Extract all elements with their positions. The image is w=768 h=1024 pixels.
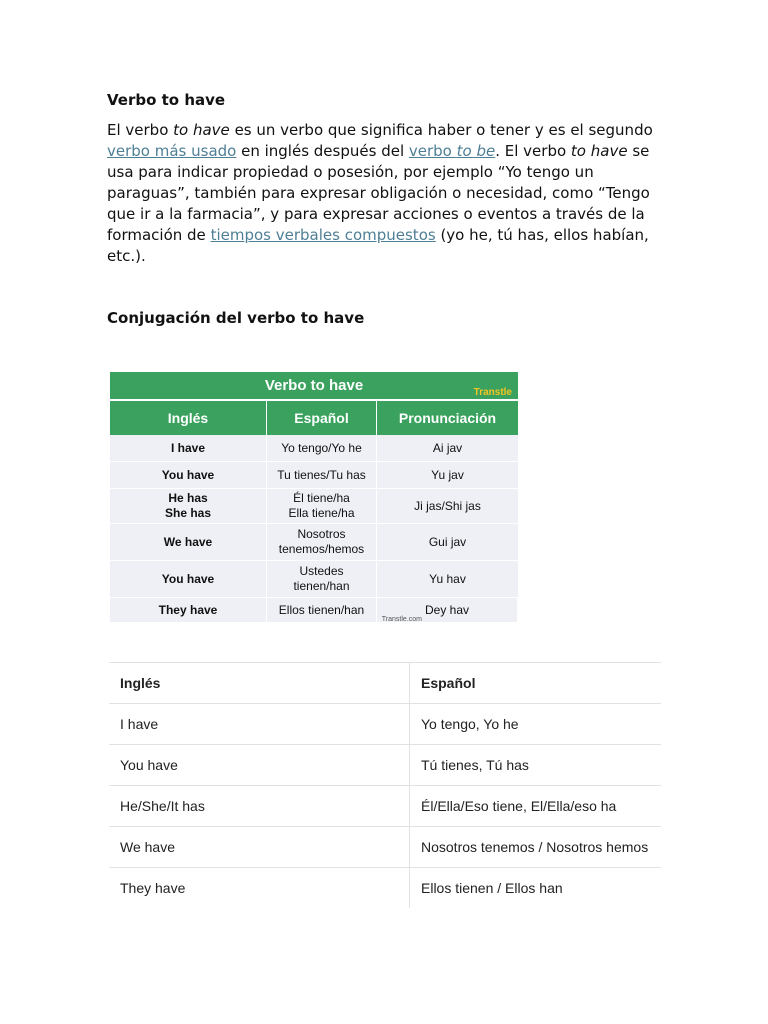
intro-paragraph: El verbo to have es un verbo que significa haber o tener y es el segundo verbo más usado en inglés después del verbo to be. El verbo to have se usa para indicar propiedad o posesión, por ejemplo “Yo tengo un paraguas”, también para expresar obligación o necesidad, como “Tengo que ir a la farmacia”, y para expresar acciones o eventos a través de la formación de tiempos verbales compuestos (yo he, tú has, ellos habían, etc.).	[107, 121, 653, 265]
image-table-row: He has She has Él tiene/ha Ella tiene/ha Ji jas/Shi jas	[110, 489, 518, 524]
section-heading-conjugacion: Conjugación del verbo to have	[107, 309, 365, 327]
header-pronunciacion: Pronunciación	[398, 410, 497, 426]
image-table-row: I have Yo tengo/Yo he Ai jav	[110, 435, 518, 462]
link-tiempos-verbales-compuestos[interactable]: tiempos verbales compuestos	[210, 226, 436, 244]
link-verbo-to-be[interactable]: verbo to be	[408, 142, 496, 160]
image-table-row: They have Ellos tienen/han Dey hav Transtle.com	[110, 598, 518, 623]
table-row: He/She/It has Él/Ella/Eso tiene, El/Ella/eso ha	[109, 786, 661, 827]
image-table-row: We have Nosotros tenemos/hemos Gui jav	[110, 524, 518, 561]
image-table-title: Verbo to have Transtle	[110, 372, 518, 399]
table-row: We have Nosotros tenemos / Nosotros hemos	[109, 827, 661, 868]
header-espanol: Español	[267, 401, 377, 435]
table-row: They have Ellos tienen / Ellos han	[109, 868, 661, 909]
section-heading-verbo: Verbo to have	[107, 91, 226, 109]
table-header-row	[109, 663, 661, 704]
header-ingles: Inglés	[109, 663, 410, 704]
table-row: You have Tú tienes, Tú has	[109, 745, 661, 786]
header-ingles: Inglés	[110, 401, 267, 435]
image-table-row: You have Ustedes tienen/han Yu hav	[110, 561, 518, 598]
watermark-label: Transtle.com	[381, 616, 422, 623]
conjugation-table	[109, 662, 661, 908]
table-row: I have Yo tengo, Yo he	[109, 704, 661, 745]
header-espanol: Español	[410, 663, 662, 704]
conjugation-image-table	[110, 372, 518, 623]
image-table-header	[110, 399, 518, 435]
image-table-row: You have Tu tienes/Tu has Yu jav	[110, 462, 518, 489]
link-verbo-mas-usado[interactable]: verbo más usado	[107, 142, 237, 160]
brand-label: Transtle	[473, 387, 512, 398]
